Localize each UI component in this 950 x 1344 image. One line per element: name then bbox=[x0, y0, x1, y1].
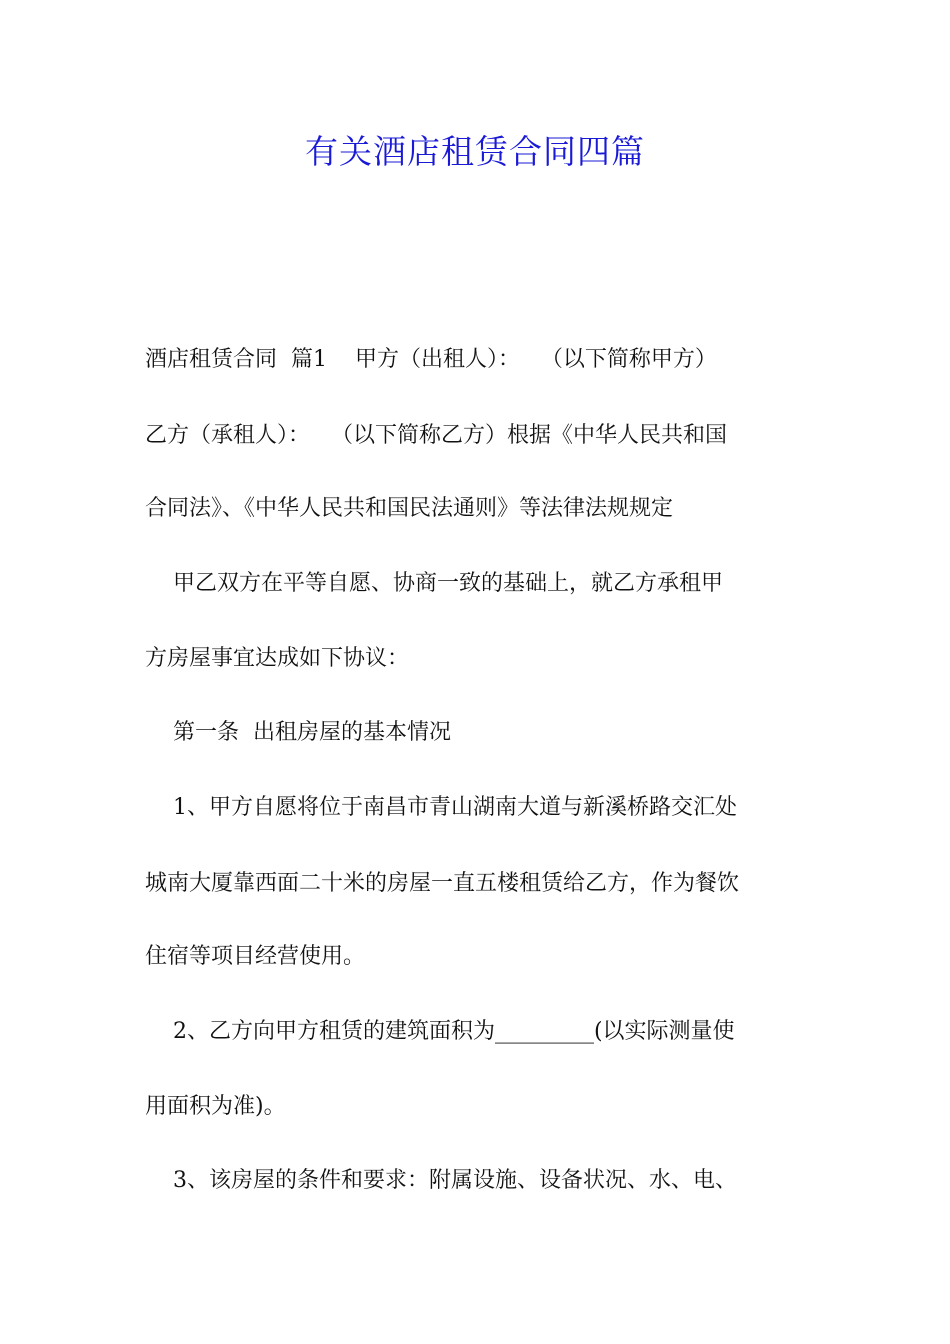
paragraph-line-8: 城南大厦靠西面二十米的房屋一直五楼租赁给乙方，作为餐饮 bbox=[145, 871, 740, 896]
paragraph-line-1: 酒店租赁合同 篇1 甲方（出租人）： （以下简称甲方） bbox=[145, 347, 717, 372]
paragraph-line-11: 用面积为准)。 bbox=[145, 1094, 286, 1119]
section-heading-article-1: 第一条 出租房屋的基本情况 bbox=[145, 720, 451, 745]
paragraph-line-7: 1、甲方自愿将位于南昌市青山湖南大道与新溪桥路交汇处 bbox=[145, 795, 737, 820]
paragraph-line-10: 2、乙方向甲方租赁的建筑面积为_________(以实际测量使 bbox=[145, 1019, 735, 1044]
paragraph-line-4: 甲乙双方在平等自愿、协商一致的基础上，就乙方承租甲 bbox=[145, 571, 723, 596]
document-title: 有关酒店租赁合同四篇 bbox=[305, 132, 645, 171]
paragraph-line-3: 合同法》、《中华人民共和国民法通则》等法律法规规定 bbox=[145, 496, 674, 521]
paragraph-line-2: 乙方（承租人）： （以下简称乙方）根据《中华人民共和国 bbox=[145, 423, 727, 448]
paragraph-line-5: 方房屋事宜达成如下协议： bbox=[145, 646, 410, 671]
paragraph-line-12: 3、该房屋的条件和要求：附属设施、设备状况、水、电、 bbox=[145, 1168, 737, 1193]
paragraph-line-9: 住宿等项目经营使用。 bbox=[145, 944, 366, 969]
